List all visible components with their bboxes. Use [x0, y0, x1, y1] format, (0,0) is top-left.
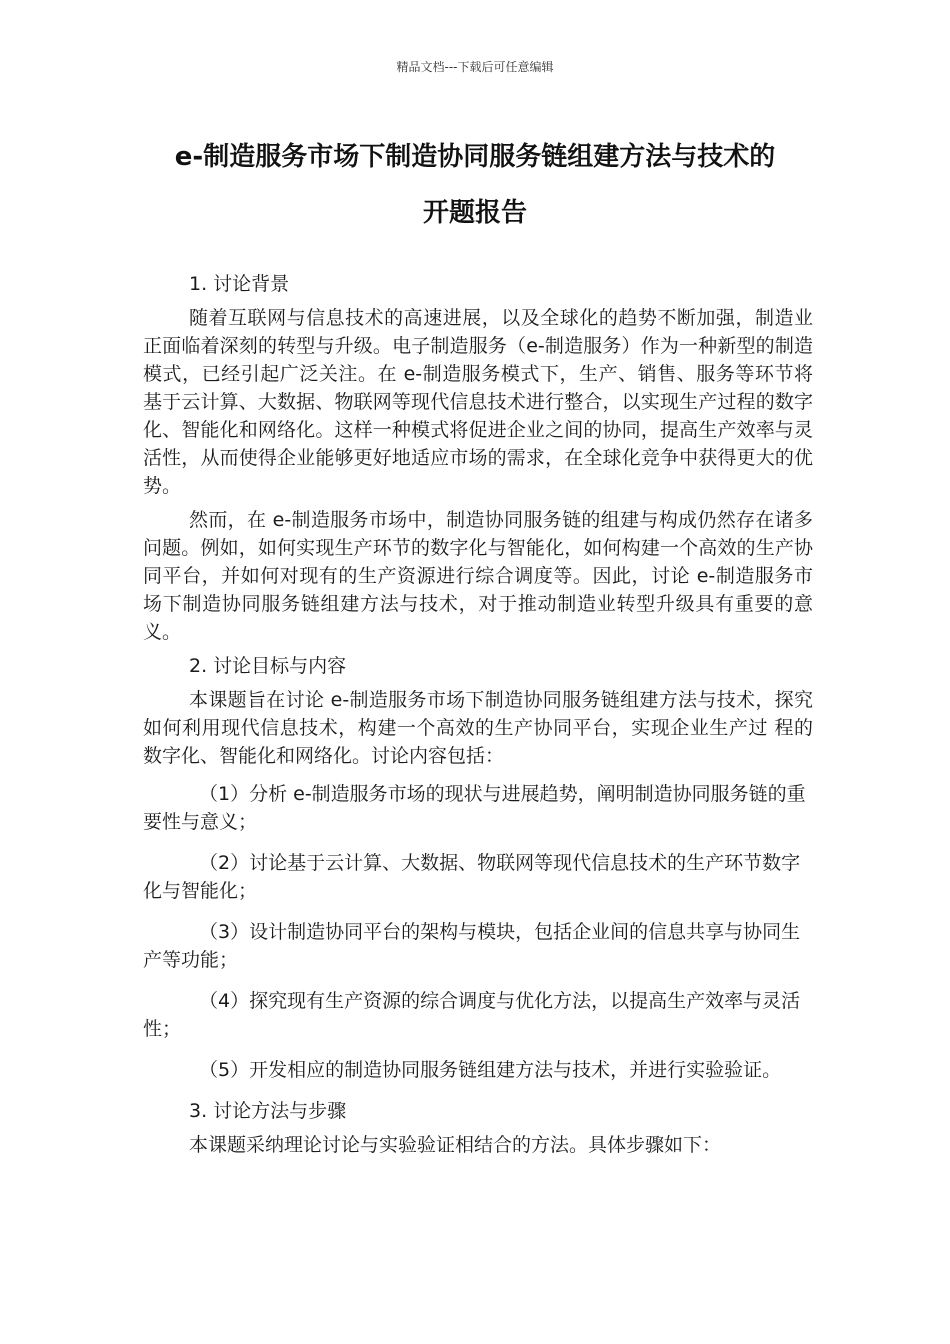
section-1-paragraph-1: 随着互联网与信息技术的高速进展，以及全球化的趋势不断加强，制造业正面临着深刻的转型与升级。电子制造服务（e-制造服务）作为一种新型的制造模式，已经引起广泛关注。在 e-制造服务模式下，生产、销售、服务等环节将基于云计算、大数据、物联网等现代信息技术进行整合，以实现生产过程的数字化、智能化和网络化。这样一种模式将促进企业之间的协同，提高生产效率与灵活性，从而使得企业能够更好地适应市场的需求，在全球化竞争中获得更大的优势。	[143, 307, 813, 497]
document-title-line-1: e-制造服务市场下制造协同服务链组建方法与技术的	[174, 142, 776, 172]
section-1-heading: 1. 讨论背景	[189, 273, 290, 295]
section-2-heading: 2. 讨论目标与内容	[189, 655, 347, 677]
document-header-note: 精品文档---下载后可任意编辑	[396, 60, 554, 74]
section-2-paragraph-1: 本课题旨在讨论 e-制造服务市场下制造协同服务链组建方法与技术，探究如何利用现代信息技术，构建一个高效的生产协同平台，实现企业生产过 程的数字化、智能化和网络化。讨论内容包括：	[143, 689, 813, 767]
section-1-paragraph-2: 然而，在 e-制造服务市场中，制造协同服务链的组建与构成仍然存在诸多问题。例如，如何实现生产环节的数字化与智能化，如何构建一个高效的生产协同平台，并如何对现有的生产资源进行综合调度等。因此，讨论 e-制造服务市场下制造协同服务链组建方法与技术，对于推动制造业转型升级具有重要的意义。	[143, 509, 813, 643]
list-item: （2）讨论基于云计算、大数据、物联网等现代信息技术的生产环节数字化与智能化；	[143, 852, 801, 902]
list-item: （4）探究现有生产资源的综合调度与优化方法，以提高生产效率与灵活性；	[143, 990, 801, 1040]
list-item: （5）开发相应的制造协同服务链组建方法与技术，并进行实验验证。	[199, 1059, 782, 1081]
list-item: （3）设计制造协同平台的架构与模块，包括企业间的信息共享与协同生产等功能；	[143, 921, 801, 971]
section-3-paragraph-1: 本课题采纳理论讨论与实验验证相结合的方法。具体步骤如下：	[189, 1134, 722, 1156]
document-body	[143, 270, 813, 1165]
section-3-heading: 3. 讨论方法与步骤	[189, 1100, 347, 1122]
list-item: （1）分析 e-制造服务市场的现状与进展趋势，阐明制造协同服务链的重要性与意义；	[143, 783, 806, 833]
document-title-line-2: 开题报告	[422, 198, 527, 228]
